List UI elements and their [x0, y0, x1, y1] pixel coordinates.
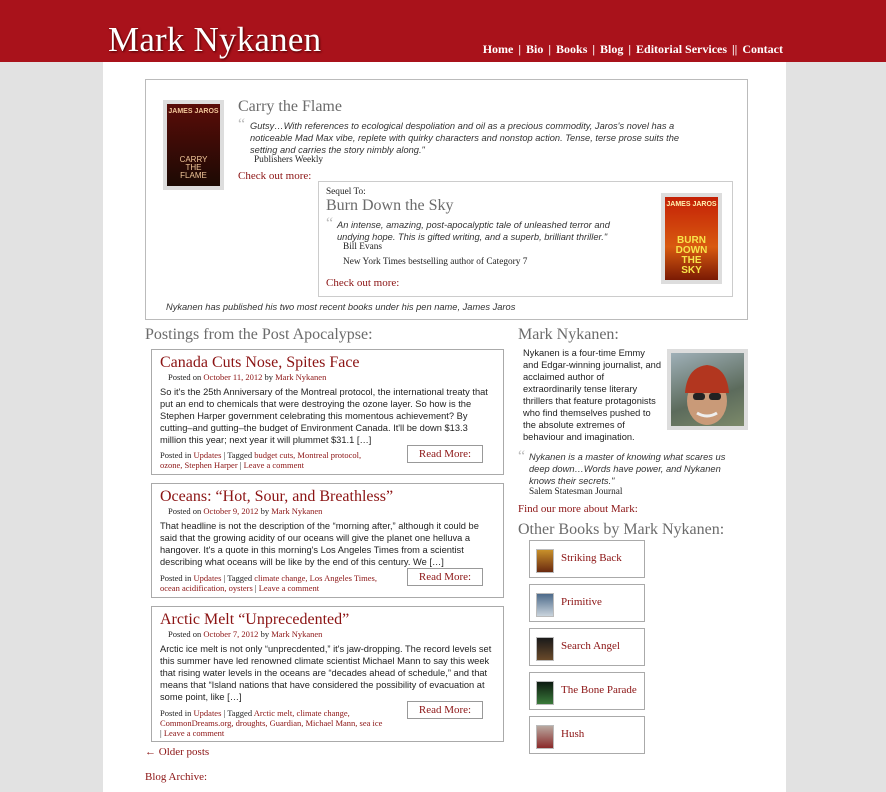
book-thumbnail	[536, 725, 554, 749]
burn-down-the-sky-quote-source: Bill Evans	[343, 242, 382, 252]
post-excerpt: So it's the 25th Anniversary of the Montreal protocol, the international treaty that put an end to chemicals that were destroying the ozone layer. So how is the Stephen Harper government celebrating this momentous achievement? By cutting–and gutting–the budget of Environment Canada. It'll be down $13.3 million this year; next year it will plummet $31.1 […]	[160, 387, 488, 445]
site-title[interactable]: Mark Nykanen	[108, 20, 322, 59]
carry-the-flame-quote-source: Publishers Weekly	[254, 155, 324, 165]
nav-books[interactable]: Books	[556, 42, 588, 56]
author-portrait-icon	[671, 353, 744, 426]
post-card	[151, 606, 504, 742]
post-date-link[interactable]: October 7, 2012	[203, 629, 259, 639]
bio-heading: Mark Nykanen:	[518, 326, 619, 343]
post-meta: Posted on October 9, 2012 by Mark Nykanen	[168, 506, 323, 516]
post-excerpt: Arctic ice melt is not only “unprecdented,” it's jaw-dropping. The record levels set this summer have led renowned climate scientist Michael Mann to say this week that rising water levels in the oceans are “decades ahead of schedule,” and that means that “Island nations that have considered the possibility of evacuation at some point, like […]	[160, 644, 492, 702]
quote-mark-icon: “	[518, 448, 526, 465]
burn-down-the-sky-check-out-link[interactable]: Check out more:	[326, 277, 400, 289]
post-author-link[interactable]: Mark Nykanen	[271, 506, 323, 516]
post-category-link[interactable]: Updates	[193, 573, 222, 583]
post-tags[interactable]: Arctic melt, climate change, CommonDreams.org, droughts, Guardian, Michael Mann, sea ice	[160, 708, 383, 728]
post-excerpt: That headline is not the description of the “morning after,” although it could be said that the growing acidity of our oceans will give the planet one helluva a hangover. It's a quote in this morning's Los Angeles Times from a scientist describing what oceans will be like by the end of this century. We […]	[160, 521, 479, 567]
sequel-label: Sequel To:	[326, 187, 366, 197]
read-more-button[interactable]: Read More:	[407, 445, 483, 463]
other-books-heading: Other Books by Mark Nykanen:	[518, 521, 725, 538]
post-title[interactable]: Oceans: “Hot, Sour, and Breathless”	[160, 488, 394, 505]
post-tags[interactable]: climate change, Los Angeles Times, ocean acidification, oysters	[160, 573, 377, 593]
post-footer: Posted in Updates | Tagged climate change, Los Angeles Times, ocean acidification, oysters | Leave a comment	[160, 573, 377, 593]
find-out-more-link[interactable]: Find our more about Mark:	[518, 503, 638, 515]
read-more-button[interactable]: Read More:	[407, 701, 483, 719]
post-author-link[interactable]: Mark Nykanen	[271, 629, 323, 639]
book-thumbnail	[536, 549, 554, 573]
carry-the-flame-quote: Gutsy…With references to ecological despoliation and oil as a precious commodity, Jaros's novel has a noticeable Mad Max vibe, replete with quirky characters and nonstop action. Tense, terse prose suits the setting and carries the story nimbly along."	[250, 121, 680, 155]
pen-name-note: Nykanen has published his two most recent books under his pen name, James Jaros	[166, 302, 516, 312]
nav-contact[interactable]: Contact	[742, 42, 783, 56]
book-hush[interactable]: Hush	[529, 716, 645, 754]
post-footer: Posted in Updates | Tagged budget cuts, Montreal protocol, ozone, Stephen Harper | Leave a comment	[160, 450, 362, 470]
posts-heading: Postings from the Post Apocalypse:	[145, 326, 373, 343]
nav-blog[interactable]: Blog	[600, 42, 624, 56]
quote-mark-icon: “	[326, 215, 334, 232]
nav-home[interactable]: Home	[482, 42, 514, 56]
post-meta: Posted on October 11, 2012 by Mark Nykanen	[168, 372, 327, 382]
older-posts-link[interactable]: ← Older posts	[145, 746, 210, 758]
book-thumbnail	[536, 681, 554, 705]
site-header	[0, 0, 886, 62]
book-thumbnail	[536, 593, 554, 617]
book-striking-back[interactable]: Striking Back	[529, 540, 645, 578]
post-title[interactable]: Arctic Melt “Unprecedented”	[160, 611, 350, 628]
quote-mark-icon: “	[238, 116, 246, 133]
burn-down-the-sky-cover[interactable]: JAMES JAROS BURN DOWN THE SKY	[661, 193, 722, 284]
featured-books	[145, 79, 748, 320]
burn-down-the-sky-quote: An intense, amazing, post-apocalyptic tale of unleashed terror and undying hope. This is gifted writing, and a superb, brilliant thriller."	[337, 220, 610, 242]
leave-comment-link[interactable]: Leave a comment	[243, 460, 305, 470]
nav-bio[interactable]: Bio	[526, 42, 544, 56]
post-category-link[interactable]: Updates	[193, 708, 222, 718]
post-card	[151, 483, 504, 598]
book-search-angel[interactable]: Search Angel	[529, 628, 645, 666]
book-the-bone-parade[interactable]: The Bone Parade	[529, 672, 645, 710]
sidebar-quote-source: Salem Statesman Journal	[529, 487, 623, 497]
post-date-link[interactable]: October 9, 2012	[203, 506, 259, 516]
blog-archive-label: Blog Archive:	[145, 771, 208, 783]
carry-the-flame-check-out-link[interactable]: Check out more:	[238, 170, 312, 182]
burn-down-the-sky-title[interactable]: Burn Down the Sky	[326, 197, 454, 214]
book-thumbnail	[536, 637, 554, 661]
bio-text: Nykanen is a four-time Emmy and Edgar-winning journalist, and acclaimed author of extraordinarily tense literary thrillers that feature protagonists who find themselves pushed to the absolute extremes of behaviour and imagination.	[523, 348, 661, 442]
book-primitive[interactable]: Primitive	[529, 584, 645, 622]
author-photo	[667, 349, 748, 430]
post-meta: Posted on October 7, 2012 by Mark Nykanen	[168, 629, 323, 639]
leave-comment-link[interactable]: Leave a comment	[258, 583, 320, 593]
post-card	[151, 349, 504, 475]
post-author-link[interactable]: Mark Nykanen	[275, 372, 327, 382]
main-nav: Home | Bio | Books | Blog | Editorial Services || Contact	[482, 42, 783, 56]
read-more-button[interactable]: Read More:	[407, 568, 483, 586]
sequel-box	[318, 181, 733, 297]
post-title[interactable]: Canada Cuts Nose, Spites Face	[160, 354, 360, 371]
post-tags[interactable]: budget cuts, Montreal protocol, ozone, Stephen Harper	[160, 450, 362, 470]
post-date-link[interactable]: October 11, 2012	[203, 372, 263, 382]
carry-the-flame-title[interactable]: Carry the Flame	[238, 98, 342, 115]
page-content	[103, 62, 786, 792]
sidebar-quote: Nykanen is a master of knowing what scares us deep down…Words have power, and Nykanen knows their secrets."	[529, 452, 726, 486]
post-category-link[interactable]: Updates	[193, 450, 222, 460]
leave-comment-link[interactable]: Leave a comment	[163, 728, 225, 738]
carry-the-flame-cover[interactable]: JAMES JAROS CARRY THE FLAME	[163, 100, 224, 190]
nav-editorial-services[interactable]: Editorial Services	[636, 42, 728, 56]
burn-down-the-sky-quote-source-desc: New York Times bestselling author of Category 7	[343, 257, 528, 267]
post-footer: Posted in Updates | Tagged Arctic melt, climate change, CommonDreams.org, droughts, Guardian, Michael Mann, sea ice | Leave a comment	[160, 708, 383, 738]
